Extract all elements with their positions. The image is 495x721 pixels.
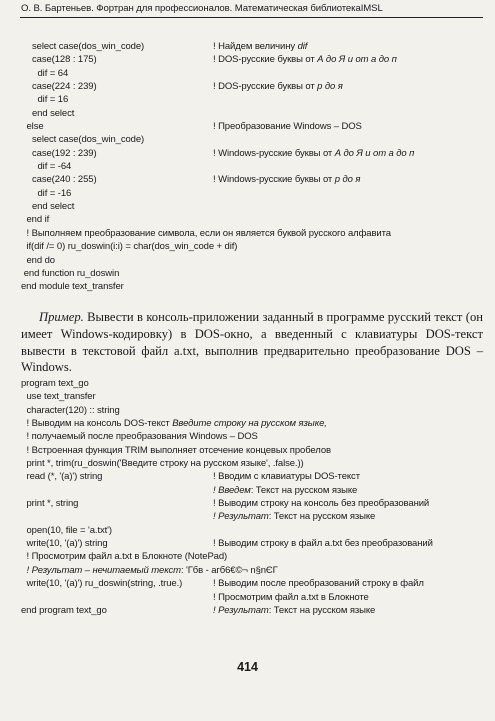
code-line (21, 390, 491, 403)
code-text: character(120) :: string (26, 404, 120, 416)
example-paragraph (21, 309, 483, 376)
code-text: ! Выполняем преобразование символа, если он является буквой русского алфавита (26, 227, 391, 239)
code-text: end program text_go (21, 604, 107, 616)
code-line (21, 213, 491, 226)
code-text: case(240 : 255) (32, 174, 97, 186)
code-line (21, 107, 491, 120)
code-text: if(dif /= 0) ru_doswin(i:i) = char(dos_win_code + dif) (26, 241, 238, 253)
code-comment: ! Выводим после преобразований строку в файл (213, 578, 424, 590)
code-line (21, 537, 491, 550)
code-line (21, 591, 491, 604)
code-comment: ! Просмотрим файл a.txt в Блокноте (213, 591, 369, 603)
code-line (21, 93, 491, 106)
code-text: select case(dos_win_code) (32, 41, 145, 52)
comment-italic: ! Введем (213, 484, 251, 496)
code-text: dif = 16 (37, 94, 69, 106)
comment-italic: А до Я и от а до п (317, 54, 397, 66)
code-comment: ! Windows-русские буквы от р до я (213, 174, 361, 186)
code-line (21, 254, 491, 267)
code-text: end if (26, 214, 50, 226)
code-line (21, 604, 491, 617)
code-comment: ! DOS-русские буквы от А до Я и от а до п (213, 54, 397, 66)
comment-italic: А до Я и от а до п (334, 147, 415, 159)
code-italic: ! Результат – нечитаемый текст (26, 564, 181, 576)
page-number: 414 (237, 660, 258, 674)
code-text: use text_transfer (26, 391, 96, 403)
code-line (21, 67, 491, 80)
code-line (21, 377, 491, 390)
code-text: end do (26, 254, 55, 266)
code-line (21, 430, 491, 443)
code-text: write(10, '(a)') string (26, 538, 108, 550)
code-text: print *, string (26, 498, 79, 510)
code-comment: ! Windows-русские буквы от А до Я и от а до п (213, 147, 415, 159)
comment-italic: р до я (317, 81, 343, 93)
code-text: read (*, '(a)') string (26, 471, 103, 483)
code-line (21, 524, 491, 537)
code-text: program text_go (21, 378, 89, 389)
code-text: case(128 : 175) (32, 54, 97, 66)
code-text: end select (32, 201, 75, 213)
code-line (21, 133, 491, 146)
example-label: Пример. (39, 310, 84, 324)
code-text: ! Результат – нечитаемый текст: 'Гбв - агб6€©¬ n§nЄГ (26, 564, 278, 576)
code-text: ! получаемый после преобразования Windows – DOS (26, 431, 258, 443)
code-text: case(192 : 239) (32, 147, 97, 159)
comment-italic: ! Результат (213, 604, 269, 616)
code-text: ! Выводим на консоль DOS-текст Введите строку на русском языке, (26, 418, 327, 430)
code-text: ! Встроенная функция TRIM выполняет отсечение концевых пробелов (26, 444, 331, 456)
code-line (21, 173, 491, 186)
code-comment: ! Введем: Текст на русском языке (213, 484, 358, 496)
code-text: end function ru_doswin (23, 267, 120, 279)
code-listing-top (21, 40, 491, 294)
code-line (21, 240, 491, 253)
code-comment: ! Выводим строку на консоль без преобразований (213, 498, 430, 510)
code-line (21, 147, 491, 160)
code-line (21, 267, 491, 280)
code-line (21, 80, 491, 93)
code-line (21, 417, 491, 430)
code-line (21, 53, 491, 66)
code-listing-bottom (21, 377, 491, 617)
code-text: end select (32, 107, 75, 119)
header-rule (20, 17, 483, 18)
code-comment: ! Результат: Текст на русском языке (213, 511, 376, 523)
code-italic: Введите строку на русском языке, (172, 418, 327, 430)
code-text: ! Просмотрим файл a.txt в Блокноте (NotePad) (26, 551, 228, 563)
code-text: dif = 64 (37, 67, 69, 79)
code-line (21, 187, 491, 200)
code-line (21, 550, 491, 563)
code-text: case(224 : 239) (32, 81, 97, 93)
code-line (21, 227, 491, 240)
code-line (21, 120, 491, 133)
code-text: else (26, 121, 44, 133)
code-comment: ! Выводим строку в файл a.txt без преобразований (213, 538, 433, 550)
code-text: dif = -16 (37, 187, 72, 199)
code-comment: ! Найдем величину dif (213, 41, 308, 52)
comment-italic: р до я (334, 174, 361, 186)
code-line (21, 497, 491, 510)
code-line (21, 470, 491, 483)
code-line (21, 404, 491, 417)
code-line (21, 510, 491, 523)
code-comment: ! DOS-русские буквы от р до я (213, 81, 343, 93)
code-comment: ! Преобразование Windows – DOS (213, 121, 362, 133)
code-line (21, 577, 491, 590)
code-text: select case(dos_win_code) (32, 134, 145, 146)
code-comment: ! Результат: Текст на русском языке (213, 604, 376, 616)
code-text: print *, trim(ru_doswin('Введите строку на русском языке', .false.)) (26, 458, 304, 470)
code-line (21, 564, 491, 577)
code-text: write(10, '(a)') ru_doswin(string, .true.) (26, 578, 183, 590)
code-line (21, 40, 491, 53)
example-text: Вывести в консоль-приложении заданный в программе русский текст (он имеет Windows-кодировку) в DOS-окно, а введенный с клавиатуры DOS-текст вывести в текстовой файл a.txt, выполнив предварительно преобразование DOS – Windows. (21, 310, 483, 375)
code-text: open(10, file = 'a.txt') (26, 524, 112, 536)
code-line (21, 280, 491, 293)
code-comment: ! Вводим с клавиатуры DOS-текст (213, 471, 360, 483)
comment-italic: dif (297, 41, 308, 52)
code-line (21, 484, 491, 497)
code-line (21, 160, 491, 173)
comment-italic: ! Результат (213, 511, 269, 523)
running-header: О. В. Бартеньев. Фортран для профессионалов. Математическая библиотекаIMSL (21, 3, 383, 14)
code-text: end module text_transfer (21, 281, 124, 293)
code-text: dif = -64 (37, 161, 72, 173)
code-line (21, 444, 491, 457)
code-line (21, 200, 491, 213)
code-line (21, 457, 491, 470)
